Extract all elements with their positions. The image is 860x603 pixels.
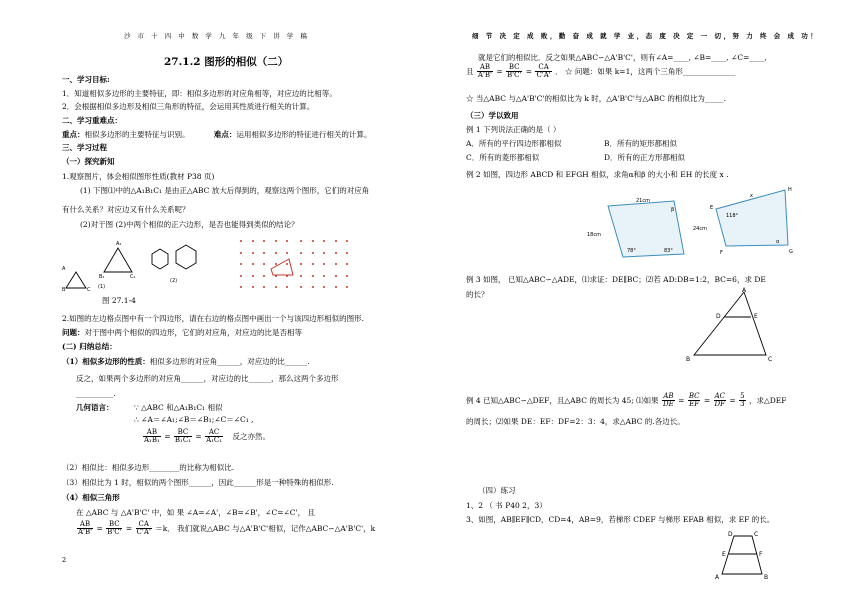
grid-dot xyxy=(312,240,314,242)
section-heading: 二、学习重难点： xyxy=(62,116,122,125)
subsection-heading: （一）探究新知 xyxy=(62,157,115,166)
grid-dot xyxy=(240,263,242,265)
label-D: D xyxy=(728,531,733,538)
label-F: F xyxy=(720,250,723,256)
label-B: B xyxy=(764,574,769,581)
grid-dot xyxy=(323,263,325,265)
text: 对于图中两个相似的四边形，它们的对应角，对应边的比是否相等 xyxy=(84,328,302,337)
example-3: 例 3 如图， 已知△ABC∽△ADE，⑴求证：DE∥BC；⑵若 AD:DB=1:2，BC=6，求 DE xyxy=(466,275,766,284)
grid-dot xyxy=(312,275,314,277)
similar-quadrilaterals-figure xyxy=(578,184,808,260)
grid-dot xyxy=(312,286,314,288)
label: 重点： xyxy=(62,130,85,139)
para: 在 △ABC 与 △A'B'C' 中，如 果 ∠A=∠A'，∠B=∠B'，∠C=∠C'， 且 xyxy=(76,508,315,517)
grid-dot xyxy=(300,275,302,277)
goal-2: 2．会根据相似多边形及相似三角形的特征，会运用其性质进行相关的计算。 xyxy=(62,102,315,111)
grid-dot xyxy=(263,263,265,265)
option-a: A．所有的平行四边形都相似 xyxy=(466,139,562,148)
geometric-language-label: 几何语言： xyxy=(76,403,114,412)
example-2: 例 2 如图，四边形 ABCD 和 EFGH 相似，求角α和β 的大小和 EH 的长度 x . xyxy=(466,170,729,179)
proportion-formula: $\frac{AB}{\text{A₁B₁}}$ = $\frac{BC}{\text{B₁C₁}}$ = $\frac{AC}{\text{A₁C₁}}$ 反之亦然。 xyxy=(144,428,270,445)
similar-figures-diagram xyxy=(62,236,202,292)
grid-dot xyxy=(240,240,242,242)
grid-dot xyxy=(346,252,348,254)
grid-dot xyxy=(312,263,314,265)
label-18cm: 18cm xyxy=(587,232,601,238)
right-header: 细 节 决 定 成 败，勤 奋 成 就 学 业，态 度 决 定 一 切，努 力 终 会 成 功！ xyxy=(472,32,820,40)
label-21cm: 21cm xyxy=(636,198,650,204)
summary-4: （4）相似三角形 xyxy=(62,493,120,502)
label: 难点： xyxy=(213,130,237,139)
label-c: C xyxy=(87,287,91,293)
grid-dot xyxy=(335,286,337,288)
label-E: E xyxy=(710,205,714,211)
label-C: C xyxy=(768,356,773,363)
text: 且 xyxy=(466,66,474,76)
grid-dot xyxy=(346,286,348,288)
label-118deg: 118° xyxy=(726,213,739,219)
grid-dot xyxy=(335,275,337,277)
grid-dot xyxy=(312,252,314,254)
label: （1）相似多边形的性质： xyxy=(62,357,150,366)
grid-dot xyxy=(286,240,288,242)
grid-dot xyxy=(323,240,325,242)
label-F: F xyxy=(759,551,763,558)
summary-3: （3）相似比为 1 时，相似的两个图形______，因此______形是一种特殊的相似形. xyxy=(62,478,334,487)
summary-2: （2）相似比：相似多边形________的比称为相似比. xyxy=(62,463,235,472)
text: 相似多边形的对应角______，对应边的比______. xyxy=(149,357,310,366)
grid-dot xyxy=(252,286,254,288)
grid-dot xyxy=(286,252,288,254)
label-E: E xyxy=(722,551,726,558)
subsection-heading: (二) 归纳总结： xyxy=(62,342,117,351)
label-fig1: (1) xyxy=(98,284,106,290)
geo-line-2: ∴ ∠A＝∠A₁;∠B＝∠B₁;∠C＝∠C₁ , xyxy=(134,415,254,424)
grid-dot xyxy=(240,275,242,277)
grid-dot xyxy=(240,252,242,254)
para: 就是它们的相似比．反之如果△ABC∽△A'B'C'，则有∠A=____, ∠B=____, ∠C=____, xyxy=(478,53,767,62)
triangle-ade-abc-figure xyxy=(680,286,780,366)
geo-line-1: ∵ △ABC 和△A₁B₁C₁ 相似 xyxy=(134,403,223,412)
grid-dot xyxy=(335,263,337,265)
label-B: B xyxy=(686,356,691,363)
figure-caption: 图 27.1-4 xyxy=(102,296,136,305)
grid-dot xyxy=(252,263,254,265)
section-heading: 三、学习过程 xyxy=(62,143,107,152)
goal-1: 1．知道相似多边形的主要特征，即：相似多边形的对应角相等，对应边的比相等。 xyxy=(62,89,337,98)
label-E: E xyxy=(754,313,758,320)
exercise-2: 3、如图，AB∥EF∥CD，CD=4，AB=9，若梯形 CDEF 与梯形 EFAB 相似，求 EF 的长。 xyxy=(466,515,775,524)
label-a1: A₁ xyxy=(116,241,122,247)
example-1: 例 1 下列说法正确的是（ ） xyxy=(466,125,561,134)
grid-dot xyxy=(275,286,277,288)
grid-dot xyxy=(335,240,337,242)
label-b: B xyxy=(62,287,66,293)
grid-dot xyxy=(263,286,265,288)
label-b1: B₁ xyxy=(99,274,105,280)
para: 有什么关系？对应边又有什么关系呢？ xyxy=(62,205,190,214)
grid-dot xyxy=(252,275,254,277)
label-alpha: α xyxy=(776,239,780,245)
label: 问题： xyxy=(62,328,85,337)
example-4-cont: 的周长；⑵如果 DE：EF：DF=2：3：4，求△ABC 的.各边长。 xyxy=(466,417,685,426)
label-D: D xyxy=(716,313,721,320)
label-fig2: (2) xyxy=(170,278,178,284)
option-d: D．所有的正方形都相似 xyxy=(604,153,686,162)
label-G: G xyxy=(789,249,793,255)
grid-dot xyxy=(300,240,302,242)
grid-dot xyxy=(300,286,302,288)
para: 2.如图的左边格点图中有一个四边形，请在右边的格点图中画出一个与该四边形相似的图形. xyxy=(62,314,365,323)
summary-1 xyxy=(62,357,310,366)
similar-triangle-definition: $\frac{AB}{A'B'}$ = $\frac{BC}{B'C'}$ = $\frac{CA}{C'A'}$ ＝k． 我们就说△ABC 与△A'B'C'相似，记作△ABC∽△A'B'C'，k xyxy=(78,520,376,537)
para: 反之，如果两个多边形的对应角______，对应边的比______，那么这两个多边形 xyxy=(76,374,339,383)
label-24cm: 24cm xyxy=(693,226,707,232)
grid-dot xyxy=(323,275,325,277)
label-C: C xyxy=(754,531,759,538)
example-4: 例 4 已知△ABC∽△DEF，且△ABC 的周长为 45; ⑴如果 $\frac{AB}{DE}$ = $\frac{BC}{EF}$ = $\frac{AC}{DF}$ = $\frac{5}{3}$ ，求△DEF xyxy=(466,392,787,409)
left-header: 沙 市 十 四 中 数 学 九 年 级 下 讲 学 稿 xyxy=(124,32,310,40)
grid-dot xyxy=(346,240,348,242)
text: 运用相似多边形的特征进行相关的计算。 xyxy=(236,130,372,139)
label-H: H xyxy=(788,187,792,193)
text: ，求△DEF xyxy=(748,395,787,405)
example-3-cont: 的长？ xyxy=(466,290,489,299)
key-points xyxy=(62,130,371,139)
grid-dot xyxy=(346,263,348,265)
question xyxy=(62,328,302,337)
label-A: A xyxy=(742,287,747,294)
label-beta: β xyxy=(671,207,675,213)
grid-dot xyxy=(300,252,302,254)
label-a: A xyxy=(62,266,66,272)
subsection-heading: （四）练习 xyxy=(478,486,516,495)
grid-dot xyxy=(323,252,325,254)
grid-dot xyxy=(263,275,265,277)
grid-dot xyxy=(323,286,325,288)
grid-dot xyxy=(252,252,254,254)
text: ． ☆ 问题：如果 k=1，这两个三角形______________ xyxy=(555,66,736,76)
para: 1.观察图片，体会相似图形性质(教材 P38 页) xyxy=(62,172,215,181)
exercise-1: 1、2 （ 书 P40 2，3） xyxy=(466,501,547,510)
text: 例 4 已知△ABC∽△DEF，且△ABC 的周长为 45; ⑴如果 xyxy=(466,395,659,405)
grid-dot xyxy=(263,252,265,254)
grid-dot xyxy=(286,286,288,288)
para: (2)对于图 (2)中两个相似的正六边形，是否也能得到类似的结论？ xyxy=(80,220,299,229)
grid-dot xyxy=(346,275,348,277)
option-b: B．所有的矩形都相似 xyxy=(604,139,678,148)
section-heading: 一、学习目标: xyxy=(62,75,110,84)
grid-quadrilateral xyxy=(268,257,298,277)
text: ＝k． 我们就说△ABC 与△A'B'C'相似，记作△ABC∽△A'B'C'，k xyxy=(155,523,376,533)
label-83deg: 83° xyxy=(664,248,673,254)
grid-dot xyxy=(300,263,302,265)
trapezoid-figure xyxy=(712,528,782,582)
label-A: A xyxy=(715,574,720,581)
label-x: x xyxy=(750,193,753,199)
ratio-line: 且 $\frac{AB}{A'B'}$ = $\frac{BC}{B'C'}$ = $\frac{CA}{C'A'}$ ． ☆ 问题：如果 k=1，这两个三角形______________ xyxy=(466,63,736,80)
grid-dot xyxy=(275,240,277,242)
grid-dot xyxy=(252,240,254,242)
page-title: 27.1.2 图形的相似（二） xyxy=(164,56,289,68)
grid-dot xyxy=(240,286,242,288)
para: ☆ 当△ABC 与△A'B'C'的相似比为 k 时，△A'B'C'与△ABC 的相似比为_____. xyxy=(466,94,726,103)
grid-dot xyxy=(275,252,277,254)
text: 反之亦然。 xyxy=(232,431,270,441)
subsection-heading: （三）学以致用 xyxy=(466,111,519,120)
para: (1) 下图⑴中的△A₁B₁C₁ 是由正△ABC 放大后得到的，观察这两个图形，它们的对应角 xyxy=(80,186,370,195)
blank-line: __________. xyxy=(76,389,116,398)
grid-dot xyxy=(335,252,337,254)
text: 相似多边形的主要特征与识别。 xyxy=(84,130,190,139)
option-c: C．所有的菱形都相似 xyxy=(466,153,540,162)
page-number: 2 xyxy=(62,556,67,564)
grid-dot xyxy=(263,240,265,242)
label-78deg: 78° xyxy=(627,248,636,254)
label-c1: C₁ xyxy=(130,274,136,280)
